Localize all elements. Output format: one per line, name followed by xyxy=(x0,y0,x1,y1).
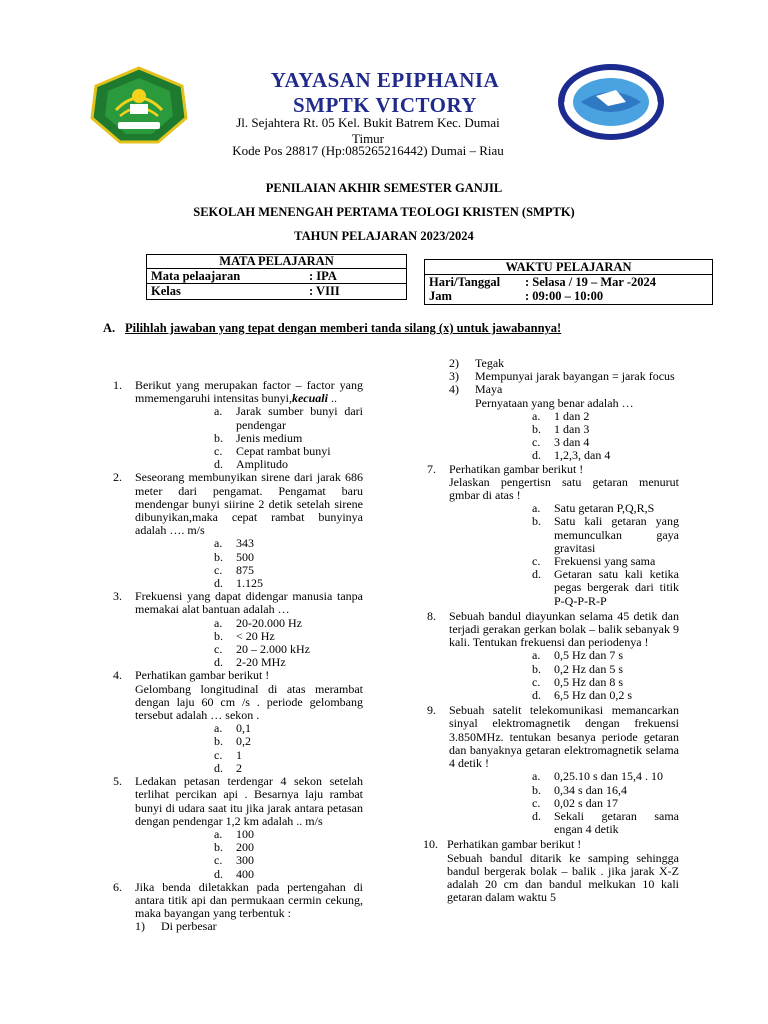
question-text: Sebuah bandul ditarik ke samping sehingga bandul bergerak bolak – balik . jika jarak X-Z adalah 20 cm dan bandul melkukan 10 kali getaran dalam waktu 5 xyxy=(447,850,679,905)
foundation-logo xyxy=(556,62,666,142)
question-number: 10. xyxy=(423,837,438,852)
school-full-name: SEKOLAH MENENGAH PERTAMA TEOLOGI KRISTEN (SMPTK) xyxy=(193,205,575,219)
question-10 xyxy=(423,837,679,905)
question-2 xyxy=(113,471,363,537)
subject-label: Mata pelaajaran xyxy=(151,269,241,283)
statement-4: 4) Maya xyxy=(449,382,503,397)
option-a[interactable]: a. Satu getaran P,Q,R,S xyxy=(532,501,655,516)
question-number: 8. xyxy=(427,608,436,623)
question-1 xyxy=(113,379,363,405)
subject-table-header: MATA PELAJARAN xyxy=(147,255,406,269)
subject-table xyxy=(146,254,407,300)
foundation-name: YAYASAN EPIPHANIA xyxy=(270,68,500,92)
address-line-2: Timur xyxy=(351,131,385,146)
option-d[interactable]: d. 2-20 MHz xyxy=(214,655,286,670)
option-d[interactable]: d. 400 xyxy=(214,866,254,881)
section-a-text: Pilihlah jawaban yang tepat dengan memberi tanda silang (x) untuk jawabannya! xyxy=(125,321,562,335)
ministry-logo xyxy=(90,66,188,144)
exam-title: PENILAIAN AKHIR SEMESTER GANJIL xyxy=(265,181,503,195)
school-name: SMPTK VICTORY xyxy=(292,93,478,117)
time-value: : 09:00 – 10:00 xyxy=(525,289,604,303)
right-column xyxy=(423,356,679,905)
question-number: 3. xyxy=(113,589,122,604)
option-b[interactable]: b. 200 xyxy=(214,840,254,855)
question-text: Sebuah satelit telekomunikasi memancarkan sinyal elektromagnetik dengan frekuensi 3.850MHz. tentukan besanya periode getaran dan banyaknya getaran elektromagnetik selama 4 detik ! xyxy=(449,703,679,771)
question-number: 1. xyxy=(113,378,122,392)
option-c[interactable]: c. 3 dan 4 xyxy=(532,435,590,450)
question-text: Jelaskan pengertisn satu getaran menurut gmbar di atas ! xyxy=(449,474,679,503)
left-column xyxy=(113,379,363,934)
option-d[interactable]: d. 2 xyxy=(214,760,242,775)
option-c[interactable]: c. 0,5 Hz dan 8 s xyxy=(532,674,623,689)
time-label: Jam xyxy=(429,289,452,303)
class-label: Kelas xyxy=(147,284,305,299)
question-8 xyxy=(427,610,679,650)
option-a[interactable]: a. 0,5 Hz dan 7 s xyxy=(532,648,623,663)
question-6 xyxy=(113,881,363,921)
section-a-instruction xyxy=(103,321,723,336)
option-b[interactable]: b. < 20 Hz xyxy=(214,628,275,643)
question-text-tail: .. xyxy=(327,391,337,406)
question-text: Berikut yang merupakan factor – factor yang mmemengaruhi intensitas bunyi, xyxy=(135,378,363,406)
option-c[interactable]: c. 1 xyxy=(214,747,242,762)
question-9 xyxy=(427,704,679,770)
section-a-letter: A. xyxy=(103,321,116,335)
schedule-table-header: WAKTU PELAJARAN xyxy=(425,260,712,275)
subject-value: : IPA xyxy=(309,269,337,283)
question-number: 4. xyxy=(113,668,122,683)
statement-3: 3) Mempunyai jarak bayangan = jarak focus xyxy=(449,369,675,384)
option-a[interactable]: a. 1 dan 2 xyxy=(532,408,590,423)
option-a[interactable]: a. 343 xyxy=(214,536,254,551)
academic-year: TAHUN PELAJARAN 2023/2024 xyxy=(294,229,474,243)
option-a[interactable]: a. 20-20.000 Hz xyxy=(214,615,302,630)
question-number: 9. xyxy=(427,703,436,718)
option-b[interactable]: b. 0,2 Hz dan 5 s xyxy=(532,661,623,676)
option-c[interactable]: c. 20 – 2.000 kHz xyxy=(214,642,310,657)
question-text: Sebuah bandul diayunkan selama 45 detik dan terjadi gerakan gerkan bolak – balik sebanyak 9 kali. Tentukan frekuensi dan periodenya ! xyxy=(449,608,679,650)
question-text: Gelombang longitudinal di atas merambat dengan laju 60 cm /s . periode gelombang tersebut adalah … sekon . xyxy=(135,681,363,723)
option-a[interactable]: a. 0,1 xyxy=(214,721,251,736)
option-d[interactable]: d. Amplitudo xyxy=(214,457,289,472)
option-d[interactable]: d. 6,5 Hz dan 0,2 s xyxy=(532,688,632,703)
address-line-1: Jl. Sejahtera Rt. 05 Kel. Bukit Batrem Kec. Dumai xyxy=(236,115,500,130)
question-prompt: Perhatikan gambar berikut ! xyxy=(135,668,270,683)
question-4 xyxy=(113,669,363,722)
question-5 xyxy=(113,775,363,828)
question-prompt: Pernyataan yang benar adalah … xyxy=(475,395,634,410)
option-b[interactable]: b. Satu kali getaran yang memunculkan gaya gravitasi xyxy=(532,514,679,555)
option-d[interactable]: d. 1.125 xyxy=(214,576,263,591)
question-prompt: Perhatikan gambar berikut ! xyxy=(447,837,582,852)
option-b[interactable]: b. 500 xyxy=(214,549,254,564)
address-line-3: Kode Pos 28817 (Hp:085265216442) Dumai – Riau xyxy=(232,143,504,158)
option-a[interactable]: a. 100 xyxy=(214,826,254,841)
question-number: 5. xyxy=(113,774,122,789)
question-number: 7. xyxy=(427,461,436,476)
option-a[interactable]: a. Jarak sumber bunyi dari pendengar xyxy=(214,404,363,432)
option-c[interactable]: c. 875 xyxy=(214,562,254,577)
question-prompt: Perhatikan gambar berikut ! xyxy=(449,461,584,476)
question-7 xyxy=(427,463,679,503)
date-value: : Selasa / 19 – Mar -2024 xyxy=(525,275,657,289)
question-emphasis: kecuali xyxy=(291,391,328,406)
question-text: Seseorang membunyikan sirene dari jarak 686 meter dari pengamat. Pengamat baru mendengar bunyi siirine 2 detik setelah sirene dibunyikan,maka cepat rambat bunyinya adalah …. m/s xyxy=(135,470,363,538)
question-text: Ledakan petasan terdengar 4 sekon setelah terlihat percikan api . Besarnya laju rambat bunyi di udara saat itu jika jarak antara petasan dengan pendengar 1,2 km adalah .. m/s xyxy=(135,774,363,828)
option-d[interactable]: d. 1,2,3, dan 4 xyxy=(532,448,611,463)
option-d[interactable]: d. Getaran satu kali ketika pegas bergerak dari titik P-Q-P-R-P xyxy=(532,567,679,608)
question-text: Frekuensi yang dapat didengar manusia tanpa memakai alat bantuan adalah … xyxy=(135,589,363,617)
option-b[interactable]: b. Jenis medium xyxy=(214,430,303,445)
option-a[interactable]: a. 0,25.10 s dan 15,4 . 10 xyxy=(532,769,663,784)
schedule-table xyxy=(424,259,713,305)
option-c[interactable]: c. Frekuensi yang sama xyxy=(532,554,656,569)
option-b[interactable]: b. 0,2 xyxy=(214,734,251,749)
class-value: : VIII xyxy=(305,284,406,299)
option-b[interactable]: b. 1 dan 3 xyxy=(532,422,590,437)
option-c[interactable]: c. 300 xyxy=(214,853,254,868)
statement-1: 1) Di perbesar xyxy=(135,919,217,934)
option-c[interactable]: c. Cepat rambat bunyi xyxy=(214,444,331,459)
date-label: Hari/Tanggal xyxy=(429,275,501,289)
option-c[interactable]: c. 0,02 s dan 17 xyxy=(532,795,618,810)
question-text: Jika benda diletakkan pada pertengahan di antara titik api dan permukaan cermin cekung, maka bayangan yang terbentuk : xyxy=(135,879,363,921)
option-b[interactable]: b. 0,34 s dan 16,4 xyxy=(532,782,627,797)
statement-2: 2) Tegak xyxy=(449,356,505,370)
option-d[interactable]: d. Sekali getaran sama engan 4 detik xyxy=(532,808,679,837)
question-number: 6. xyxy=(113,879,122,894)
question-number: 2. xyxy=(113,470,122,485)
question-3 xyxy=(113,590,363,616)
